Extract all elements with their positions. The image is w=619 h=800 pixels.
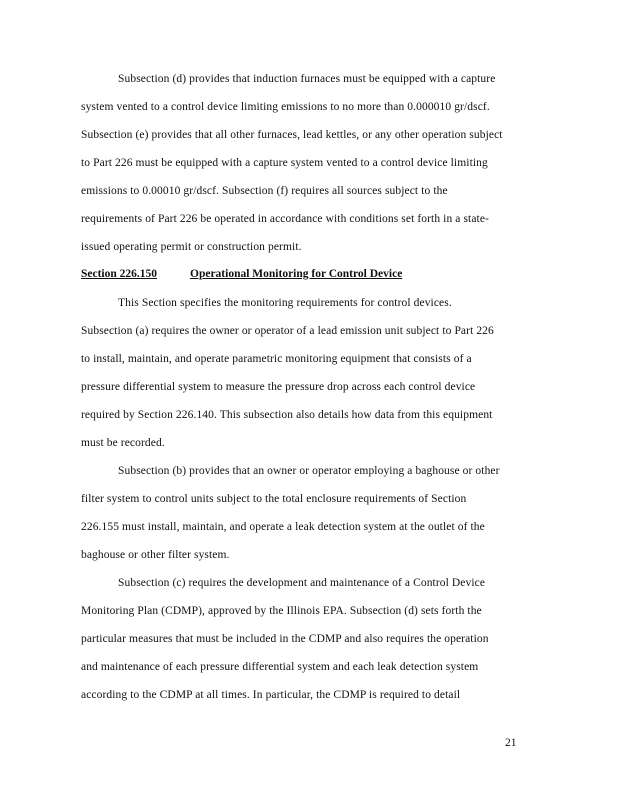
text-line: 226.155 must install, maintain, and operate a leak detection system at the outlet of the [81,521,485,533]
text-line: emissions to 0.00010 gr/dscf. Subsection (f) requires all sources subject to the [81,185,448,197]
section-title: Operational Monitoring for Control Device [190,268,403,280]
text-line: issued operating permit or construction permit. [81,241,302,253]
text-line: This Section specifies the monitoring requirements for control devices. [118,297,452,309]
text-line: to Part 226 must be equipped with a capture system vented to a control device limiting [81,157,488,169]
text-line: pressure differential system to measure the pressure drop across each control device [81,381,476,393]
text-line: must be recorded. [81,437,165,449]
text-line: requirements of Part 226 be operated in accordance with conditions set forth in a state- [81,213,489,225]
text-line: to install, maintain, and operate parametric monitoring equipment that consists of a [81,353,472,365]
text-line: filter system to control units subject to the total enclosure requirements of Section [81,493,467,505]
text-line: particular measures that must be included in the CDMP and also requires the operation [81,633,489,645]
text-line: and maintenance of each pressure differential system and each leak detection system [81,661,479,673]
text-line: Subsection (a) requires the owner or operator of a lead emission unit subject to Part 226 [81,325,494,337]
text-line: Monitoring Plan (CDMP), approved by the Illinois EPA. Subsection (d) sets forth the [81,605,482,617]
text-line: according to the CDMP at all times. In particular, the CDMP is required to detail [81,689,461,701]
text-line: Subsection (e) provides that all other furnaces, lead kettles, or any other operation subject [81,129,503,141]
page-number: 21 [505,737,517,749]
text-line: Subsection (c) requires the development and maintenance of a Control Device [118,577,486,589]
text-line: Subsection (d) provides that induction furnaces must be equipped with a capture [118,73,496,85]
text-line: baghouse or other filter system. [81,549,230,561]
text-line: system vented to a control device limiting emissions to no more than 0.000010 gr/dscf. [81,101,490,113]
section-number: Section 226.150 [81,268,158,280]
text-line: Subsection (b) provides that an owner or operator employing a baghouse or other [118,465,500,477]
text-line: required by Section 226.140. This subsection also details how data from this equipment [81,409,493,421]
